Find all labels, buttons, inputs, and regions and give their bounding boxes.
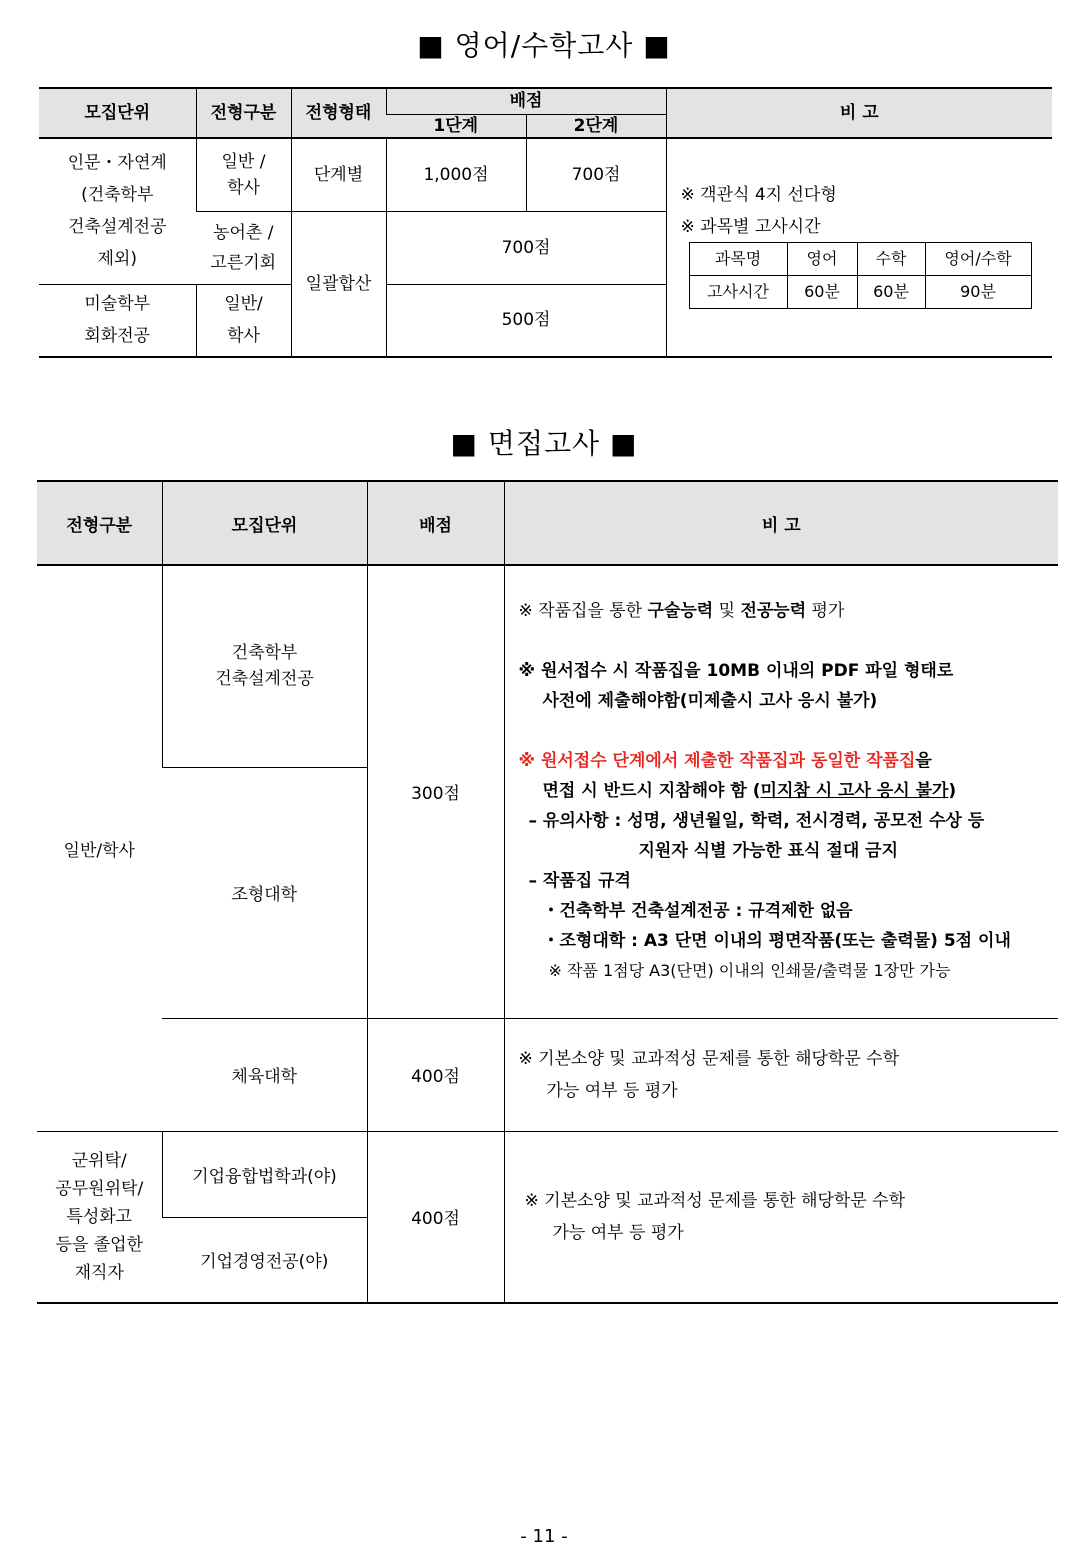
header-unit: 모집단위 <box>39 88 196 138</box>
header-remark: 비 고 <box>666 88 1052 138</box>
type-general-bachelor: 일반/학사 <box>37 565 162 1131</box>
form-combined: 일괄합산 <box>291 211 386 357</box>
subject-time-math: 60분 <box>857 276 925 309</box>
subject-header-english-math: 영어/수학 <box>925 243 1031 276</box>
header-score: 배점 <box>386 88 666 114</box>
sports-note: ※ 기본소양 및 교과적성 문제를 통한 해당학문 수학 가능 여부 등 평가 <box>504 1018 1058 1131</box>
unit-design: 조형대학 <box>162 767 367 1018</box>
remark-cell <box>666 138 1052 357</box>
unit-sports: 체육대학 <box>162 1018 367 1131</box>
subject-header-english: 영어 <box>787 243 857 276</box>
header-unit: 모집단위 <box>162 481 367 565</box>
special-note: ※ 기본소양 및 교과적성 문제를 통한 해당학문 수학 가능 여부 등 평가 <box>504 1131 1058 1303</box>
header-stage1: 1단계 <box>386 114 526 138</box>
unit-art-painting: 미술학부 회화전공 <box>39 284 196 357</box>
form-stepwise: 단계별 <box>291 138 386 211</box>
page-number: - 11 - <box>520 1526 568 1547</box>
note-must-bring: 면접 시 반드시 지참해야 함 (미지참 시 고사 응시 불가) <box>542 781 957 801</box>
note-bring-portfolio: ※ 원서접수 단계에서 제출한 작품집과 동일한 작품집을 <box>518 751 932 771</box>
unit-humanities-science: 인문・자연계 (건축학부 건축설계전공 제외) <box>39 138 196 284</box>
section-title-interview: ■ 면접고사 ■ <box>450 427 638 460</box>
type-rural: 농어촌 / 고른기회 <box>196 211 291 284</box>
subject-time-english-math: 90분 <box>925 276 1031 309</box>
stage1-score: 1,000점 <box>386 138 526 211</box>
subject-header-math: 수학 <box>857 243 925 276</box>
section-title-english-math: ■ 영어/수학고사 ■ <box>417 29 671 62</box>
header-remark: 비 고 <box>504 481 1058 565</box>
header-type: 전형구분 <box>37 481 162 565</box>
note-spec-design: ・조형대학 : A3 단면 이내의 평면작품(또는 출력물) 5점 이내 <box>542 931 1011 951</box>
unit-architecture: 건축학부 건축설계전공 <box>162 565 367 767</box>
subject-time-english: 60분 <box>787 276 857 309</box>
remark-exam-time: ※ 과목별 고사시간 <box>680 217 821 237</box>
portfolio-note: ※ 작품집을 통한 구술능력 및 전공능력 평가 ※ 원서접수 시 작품집을 10MB 이내의 PDF 파일 형태로 사전에 제출해야함(미제출시 고사 응시 불가) ※ 원서접수 단계에서 제출한 작품집과 동일한 작품집을 면접 시 반드시 지참해야 함 (미지참 시 고사 응시 불가) – 유의사항 : 성명, 생년월일, 학력, 전시경력, 공모전 수상 등 지원자 식별 가능한 표식 절대 금지 – 작품집 규격 ・건축학부 건축설계전공 : 규격제한 없음 ・조형대학 : A3 단면 이내의 평면작품(또는 출력물) 5점 이내 ※ 작품 1점당 A3(단면) 이내의 인쇄물/출력물 1장만 가능 <box>504 565 1058 1018</box>
subject-time-table <box>689 242 1032 309</box>
note-caution-cont: 지원자 식별 가능한 표식 절대 금지 <box>638 841 898 861</box>
type-general-art: 일반/ 학사 <box>196 284 291 357</box>
remark-multiple-choice: ※ 객관식 4지 선다형 <box>680 185 837 205</box>
note-submit-pdf: ※ 원서접수 시 작품집을 10MB 이내의 PDF 파일 형태로 <box>518 661 954 681</box>
header-form: 전형형태 <box>291 88 386 138</box>
note-submit-required: 사전에 제출해야함(미제출시 고사 응시 불가) <box>542 691 878 711</box>
stage2-score: 700점 <box>526 138 666 211</box>
header-stage2: 2단계 <box>526 114 666 138</box>
type-general: 일반 / 학사 <box>196 138 291 211</box>
unit-business-law: 기업융합법학과(야) <box>162 1131 367 1217</box>
note-spec-title: – 작품집 규격 <box>528 871 631 891</box>
score-sports: 400점 <box>367 1018 504 1131</box>
score-art: 500점 <box>386 284 666 357</box>
score-portfolio: 300점 <box>367 565 504 1018</box>
unit-business-management: 기업경영전공(야) <box>162 1217 367 1303</box>
english-math-exam-table <box>39 87 1052 358</box>
note-spec-a3: ※ 작품 1점당 A3(단면) 이내의 인쇄물/출력물 1장만 가능 <box>548 961 951 980</box>
subject-row-label: 고사시간 <box>689 276 787 309</box>
note-spec-arch: ・건축학부 건축설계전공 : 규격제한 없음 <box>542 901 853 921</box>
type-special: 군위탁/ 공무원위탁/ 특성화고 등을 졸업한 재직자 <box>37 1131 162 1303</box>
header-type: 전형구분 <box>196 88 291 138</box>
header-score: 배점 <box>367 481 504 565</box>
score-special: 400점 <box>367 1131 504 1303</box>
subject-header-name: 과목명 <box>689 243 787 276</box>
score-rural: 700점 <box>386 211 666 284</box>
interview-exam-table <box>37 480 1058 1304</box>
note-caution: – 유의사항 : 성명, 생년월일, 학력, 전시경력, 공모전 수상 등 <box>528 811 985 831</box>
